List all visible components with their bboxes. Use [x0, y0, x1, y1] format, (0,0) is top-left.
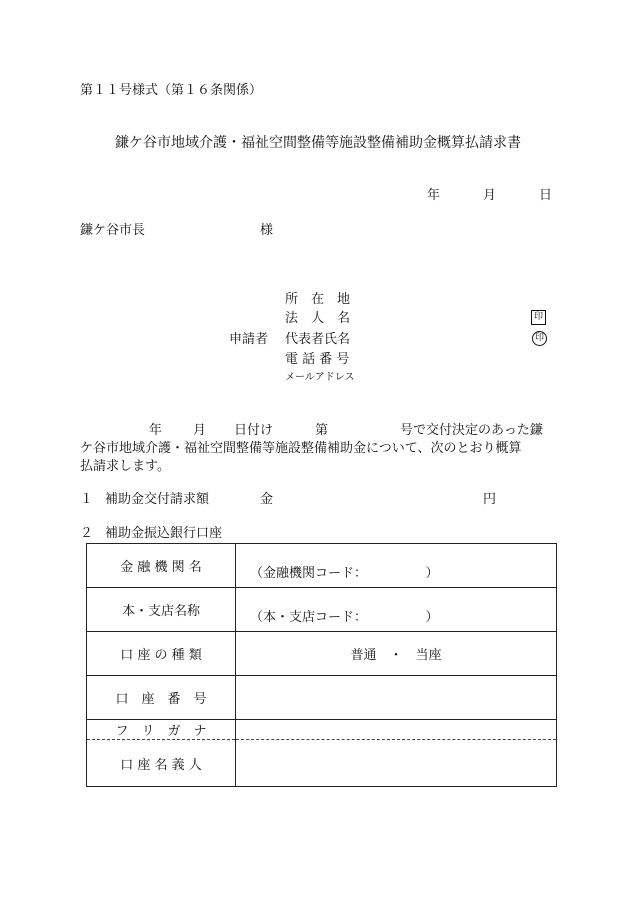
item1-yen: 円 [483, 492, 497, 507]
form-id: 第１１号様式（第１６条関係） [80, 83, 263, 98]
square-seal-icon: 印 [531, 310, 546, 325]
date-year: 年 [427, 188, 441, 203]
addressee-honorific: 様 [260, 223, 274, 238]
date-month: 月 [483, 188, 497, 203]
applicant-address-label: 所 在 地 [285, 292, 351, 307]
table-row [87, 720, 557, 740]
body-year: 年 [149, 423, 163, 438]
applicant-phone-label: 電 話 番 号 [285, 352, 350, 367]
bank-name-label: 金 融 機 関 名 [87, 544, 236, 588]
body-month: 月 [193, 423, 207, 438]
table-row [87, 740, 557, 787]
bank-name-field[interactable]: （金融機関コード： ） [236, 544, 557, 588]
body-line-3: 払請求します。 [80, 459, 170, 474]
account-number-label: 口 座 番 号 [87, 676, 236, 720]
account-holder-field[interactable] [236, 740, 557, 787]
item1-label: 補助金交付請求額 [105, 492, 210, 507]
document-title: 鎌ケ谷市地域介護・福祉空間整備等施設整備補助金概算払請求書 [115, 135, 521, 151]
table-row [87, 632, 557, 676]
branch-name-field[interactable]: （本・支店コード： ） [236, 588, 557, 632]
item1-kin: 金 [260, 492, 274, 507]
branch-name-label: 本・支店名称 [87, 588, 236, 632]
applicant-label: 申請者 [229, 332, 269, 347]
addressee-name: 鎌ケ谷市長 [80, 223, 146, 238]
date-day: 日 [539, 188, 553, 203]
item2-number: ２ [80, 526, 94, 541]
applicant-corp-label: 法 人 名 [285, 311, 351, 326]
table-row [87, 588, 557, 632]
table-row [87, 544, 557, 588]
furigana-label: フ リ ガ ナ [87, 720, 236, 740]
applicant-email-label: メールアドレス [285, 372, 355, 383]
body-day-suffix: 日付け [234, 423, 274, 438]
body-go-text: 号で交付決定のあった鎌 [400, 423, 543, 438]
item2-label: 補助金振込銀行口座 [105, 526, 223, 541]
bank-account-table [86, 543, 557, 787]
account-type-field[interactable]: 普通 ・ 当座 [236, 632, 557, 676]
account-holder-label: 口 座 名 義 人 [87, 740, 236, 787]
round-seal-icon: 印 [532, 331, 547, 346]
account-type-label: 口 座 の 種 類 [87, 632, 236, 676]
table-row [87, 676, 557, 720]
body-line-2: ケ谷市地域介護・福祉空間整備等施設整備補助金について、次のとおり概算 [80, 441, 522, 456]
account-number-field[interactable] [236, 676, 557, 720]
body-dai: 第 [315, 423, 329, 438]
furigana-field[interactable] [236, 720, 557, 740]
applicant-rep-label: 代表者氏名 [285, 332, 351, 347]
item1-number: １ [80, 492, 94, 507]
